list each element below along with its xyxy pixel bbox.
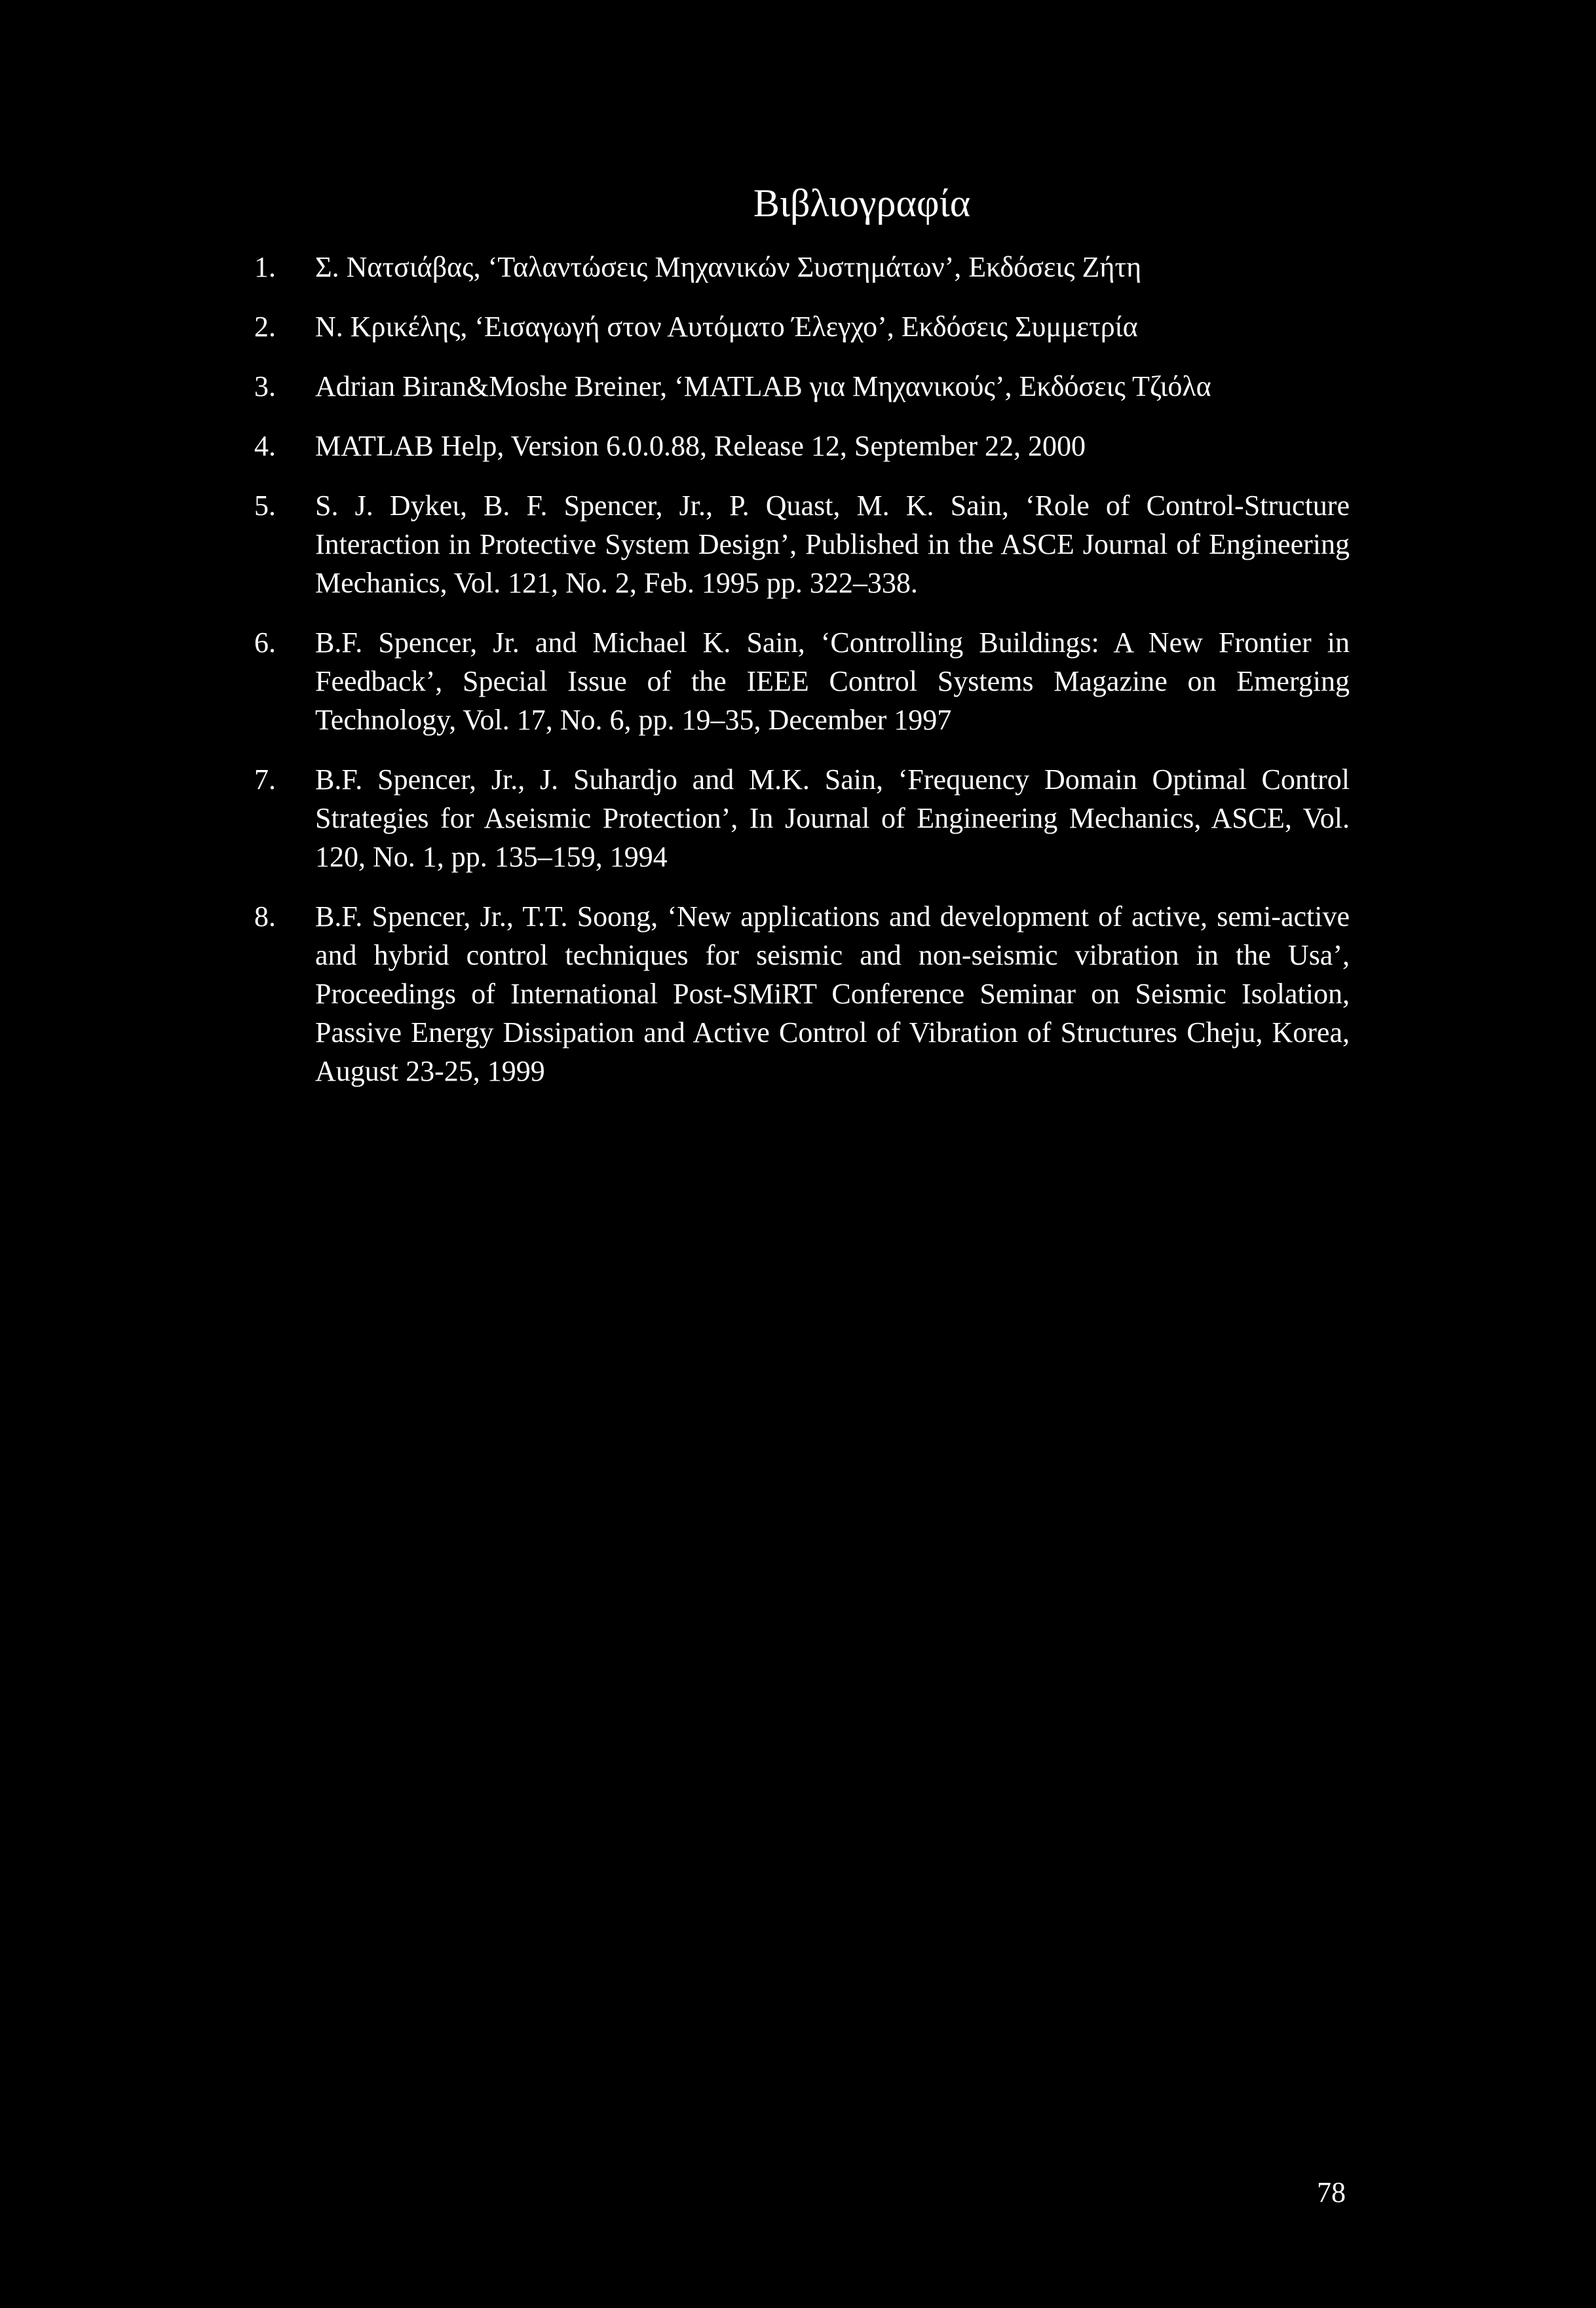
reference-number: 5. xyxy=(254,490,276,522)
page-number: 78 xyxy=(1317,2176,1346,2208)
reference-number: 3. xyxy=(254,370,276,402)
reference-text: S. J. Dykeι, B. F. Spencer, Jr., P. Quast, M. K. Sain, ‘Role of Control-Structure Interaction in Protective System Design’, Published in the ASCE Journal of Engineering Mechanics, Vol. 121, No. 2, Feb. 1995 pp. 322–338. xyxy=(315,490,1350,599)
reference-number: 6. xyxy=(254,626,276,659)
reference-text: B.F. Spencer, Jr. and Michael K. Sain, ‘Controlling Buildings: A New Frontier in Feedback’, Special Issue of the IEEE Control Systems Magazine on Emerging Technology, Vol. 17, No. 6, pp. 19–35, December 1997 xyxy=(315,626,1350,736)
reference-item xyxy=(254,897,1350,1090)
reference-item xyxy=(254,427,1350,465)
reference-text: Adrian Biran&Moshe Breiner, ‘MATLAB για Μηχανικούς’, Εκδόσεις Τζιόλα xyxy=(315,370,1211,402)
reference-number: 4. xyxy=(254,430,276,462)
reference-number: 7. xyxy=(254,763,276,796)
reference-number: 1. xyxy=(254,251,276,283)
reference-number: 8. xyxy=(254,900,276,933)
reference-text: Σ. Νατσιάβας, ‘Ταλαντώσεις Μηχανικών Συστημάτων’, Εκδόσεις Ζήτη xyxy=(315,251,1142,283)
reference-item xyxy=(254,367,1350,406)
page-title: Βιβλιογραφία xyxy=(753,182,971,225)
reference-item xyxy=(254,623,1350,739)
reference-item xyxy=(254,760,1350,876)
reference-item xyxy=(254,248,1350,286)
reference-item xyxy=(254,307,1350,346)
reference-text: MATLAB Help, Version 6.0.0.88, Release 12, September 22, 2000 xyxy=(315,430,1086,462)
reference-text: B.F. Spencer, Jr., T.T. Soong, ‘New applications and development of active, semi-active and hybrid control techniques for seismic and non-seismic vibration in the Usa’, Proceedings of International Post-SMiRT Conference Seminar on Seismic Isolation, Passive Energy Dissipation and Active Control of Vibration of Structures Cheju, Korea, August 23-25, 1999 xyxy=(315,900,1350,1087)
reference-text: B.F. Spencer, Jr., J. Suhardjo and M.K. Sain, ‘Frequency Domain Optimal Control Strategies for Aseismic Protection’, In Journal of Engineering Mechanics, ASCE, Vol. 120, No. 1, pp. 135–159, 1994 xyxy=(315,763,1350,873)
reference-item xyxy=(254,486,1350,602)
reference-number: 2. xyxy=(254,311,276,343)
reference-list xyxy=(254,248,1350,1111)
reference-text: Ν. Κρικέλης, ‘Εισαγωγή στον Αυτόματο Έλεγχο’, Εκδόσεις Συμμετρία xyxy=(315,311,1138,343)
